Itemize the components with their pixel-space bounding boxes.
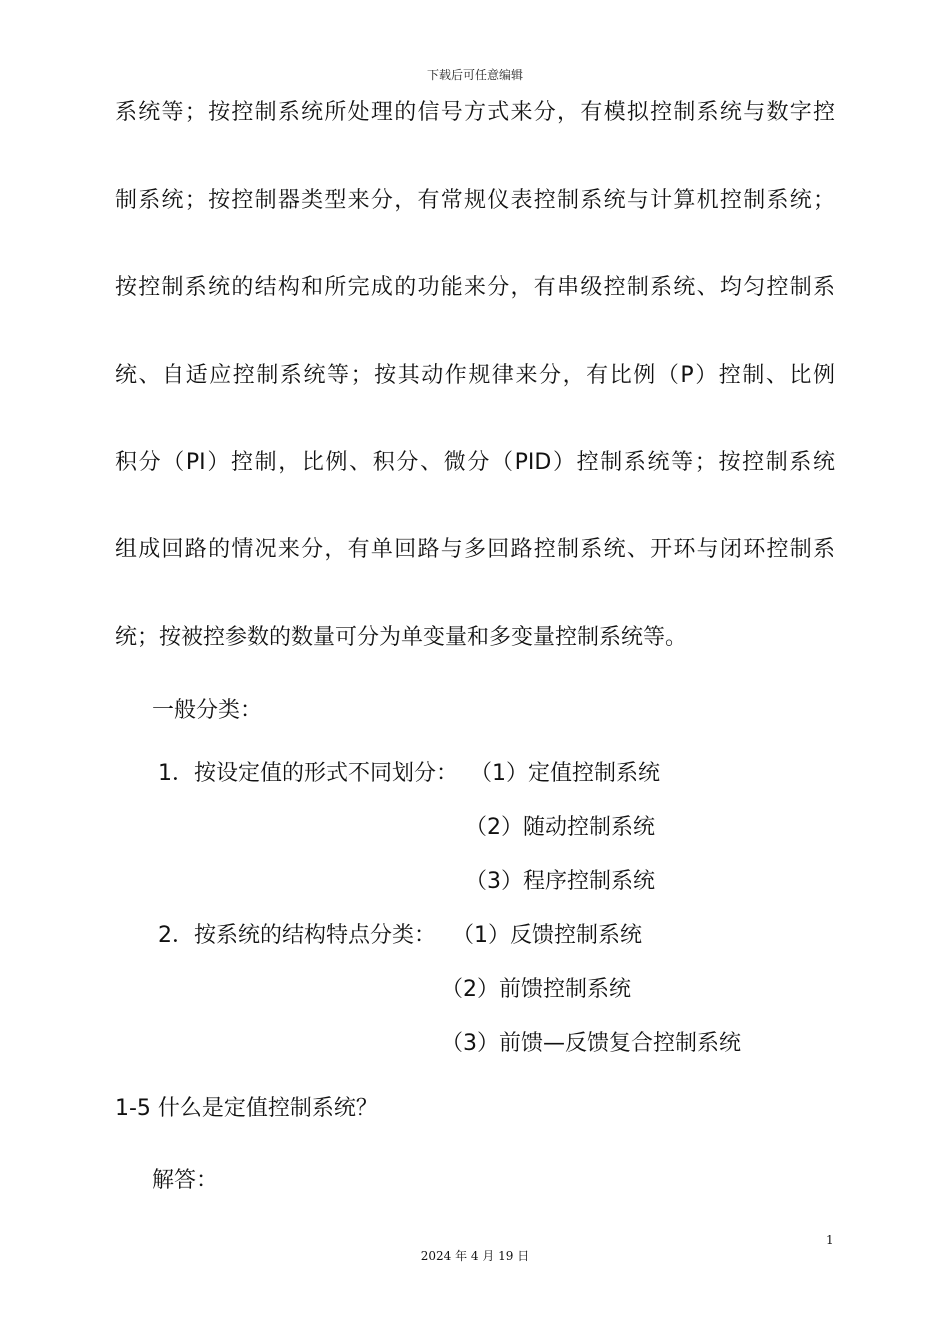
- class-item: （3）程序控制系统: [465, 869, 655, 894]
- class-item: （3）前馈—反馈复合控制系统: [441, 1031, 741, 1056]
- paragraph-line: 按控制系统的结构和所完成的功能来分，有串级控制系统、均匀控制系: [115, 275, 835, 300]
- page-footer-date: 2024 年 4 月 19 日: [420, 1249, 530, 1263]
- class-label: 1．按设定值的形式不同划分：: [158, 761, 458, 786]
- page-header: 下载后可任意编辑: [426, 68, 523, 82]
- class-item: （1）反馈控制系统: [452, 923, 642, 948]
- class-item: （2）前馈控制系统: [441, 977, 631, 1002]
- paragraph-line: 制系统；按控制器类型来分，有常规仪表控制系统与计算机控制系统；: [115, 188, 835, 213]
- class-item: （1）定值控制系统: [470, 761, 660, 786]
- paragraph-line: 统、自适应控制系统等；按其动作规律来分，有比例（P）控制、比例: [115, 363, 835, 388]
- class-item: （2）随动控制系统: [465, 815, 655, 840]
- paragraph-line: 积分（PI）控制，比例、积分、微分（PID）控制系统等；按控制系统: [115, 450, 835, 475]
- page-number: 1: [826, 1233, 834, 1247]
- paragraph-line: 组成回路的情况来分，有单回路与多回路控制系统、开环与闭环控制系: [115, 537, 835, 562]
- question-heading: 1-5 什么是定值控制系统？: [115, 1096, 378, 1121]
- general-heading: 一般分类：: [152, 698, 263, 723]
- class-label: 2．按系统的结构特点分类：: [158, 923, 436, 948]
- answer-label: 解答：: [152, 1168, 219, 1193]
- paragraph-line: 统；按被控参数的数量可分为单变量和多变量控制系统等。: [115, 625, 688, 650]
- paragraph-line: 系统等；按控制系统所处理的信号方式来分，有模拟控制系统与数字控: [115, 100, 835, 125]
